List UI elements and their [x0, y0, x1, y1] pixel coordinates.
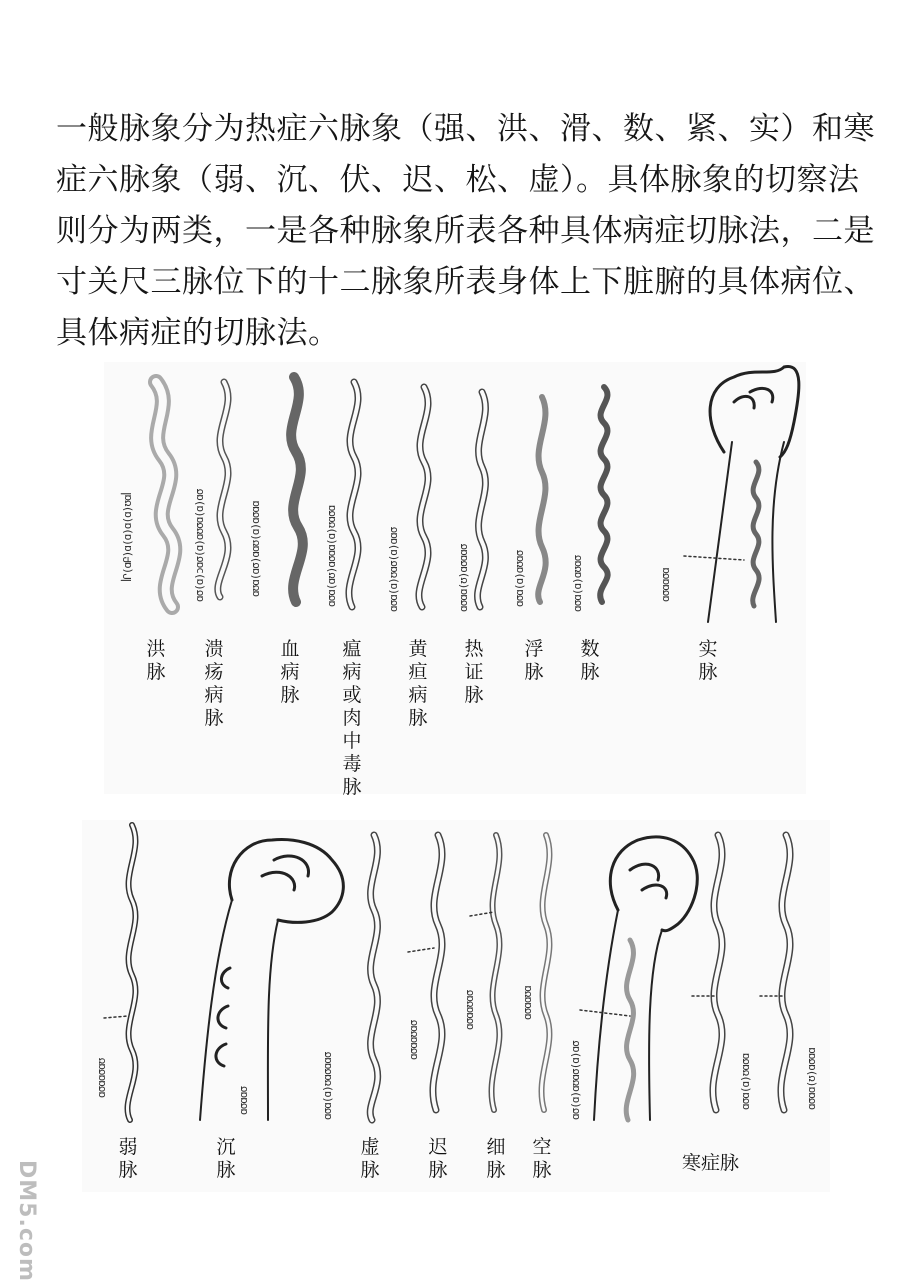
- paragraph-line: 症六脉象（弱、沉、伏、迟、松、虚）。具体脉象的切察法: [56, 162, 860, 198]
- cold-pulse-drawing: [82, 820, 830, 1192]
- pulse-label: 弱 脉: [118, 1136, 138, 1181]
- script-column: ɑσɑ(ɑ)ʊɑσ(ɑ)ɑɑσ: [387, 527, 400, 612]
- script-column: ɑʊɑ(ɑσ)ɑɑʊ(ɑ)ɑσɑɑ: [249, 501, 262, 597]
- pulse-wave: [626, 940, 633, 1120]
- pulse-label: 迟 脉: [428, 1136, 448, 1181]
- pulse-label: 细 脉: [486, 1136, 506, 1181]
- script-column: ɑσ(ɑ)ɑʊɑσ(ɑ)ɑσ: [569, 1041, 582, 1120]
- script-column: ɑσɑ(ɑ)ɑʊɑσ: [513, 550, 526, 607]
- pulse-label: 热 证 脉: [464, 638, 484, 706]
- paragraph-line: 一般脉象分为热症六脉象（强、洪、滑、数、紧、实）和寒: [56, 111, 875, 147]
- pulse-label: 沉 脉: [216, 1136, 236, 1181]
- fist-outline: [229, 840, 343, 923]
- script-column: ꟾՐ(ɑԲ)ɑ(ɑ)ɑ(ɑ)ʊɑꟾ: [121, 493, 134, 582]
- body-paragraph: [56, 104, 875, 359]
- pulse-label: 黄 疸 病 脉: [408, 638, 428, 729]
- pulse-wave: [753, 462, 759, 606]
- script-column: ɑσɑɑʊɑσ: [463, 990, 476, 1030]
- script-column: ɑσɑ(ɑ)ʊɑσɑɑσ: [321, 1052, 334, 1120]
- pulse-label: 浮 脉: [524, 638, 544, 683]
- script-column: ɑσɑ(ɑʊ)ɑσɑɑ(ɑ)ʊɑσɑ: [325, 505, 338, 607]
- pulse-label: 实 脉: [698, 638, 718, 683]
- script-column: ɑσɑɑ(ʊ)ɑσɑɑ: [805, 1048, 818, 1110]
- script-column: ɑσɑ(ɑ)ʊɑσɑ: [739, 1053, 752, 1110]
- script-column: ɑσɑɑʊɑ: [521, 986, 534, 1020]
- arm-outline: [708, 442, 784, 622]
- pulse-label: 空 脉: [532, 1136, 552, 1181]
- script-column: ɑσɑɑσ: [237, 1086, 250, 1115]
- script-column: ɑσɑɑσɑ: [659, 568, 672, 602]
- pulse-label: 虚 脉: [360, 1136, 380, 1181]
- pulse-wave: [291, 377, 303, 602]
- pulse-label: 数 脉: [580, 638, 600, 683]
- script-column: ɑσ(ɑ)ɔɑσ(ɑ)ɑʊσɑ(ɑ)ɑσ: [193, 489, 206, 602]
- paragraph-line: 则分为两类，一是各种脉象所表各种具体病症切脉法，二是: [56, 213, 875, 249]
- pulse-label: 瘟 病 或 肉 中 毒 脉: [342, 638, 362, 798]
- pulse-label: 洪 脉: [146, 638, 166, 683]
- script-column: ɑσɑɑ(ʊ)ɑσɑɑσ: [457, 544, 470, 612]
- script-column: ɑσɑ(ɑ)ɑʊɑσ: [571, 555, 584, 612]
- pulse-wave: [538, 397, 545, 602]
- cold-pulse-illustration: [82, 820, 830, 1192]
- paragraph-line: 具体病症的切脉法。: [56, 315, 340, 351]
- pulse-label: 血 病 脉: [280, 638, 300, 706]
- site-watermark: [14, 1160, 40, 1282]
- pulse-label: 寒症脉: [682, 1152, 740, 1174]
- script-column: ɑσɑɑʊɑσ: [407, 1020, 420, 1060]
- pulse-wave: [600, 387, 607, 602]
- script-column: ɑσɑɑσɑʊ: [95, 1058, 108, 1098]
- watermark-text: DM5.com: [14, 1160, 39, 1282]
- paragraph-line: 寸关尺三脉位下的十二脉象所表身体上下脏腑的具体病位、: [56, 264, 875, 300]
- heat-pulse-illustration: [104, 362, 806, 798]
- pulse-label: 溃 疡 病 脉: [204, 638, 224, 729]
- fist-outline: [710, 366, 799, 457]
